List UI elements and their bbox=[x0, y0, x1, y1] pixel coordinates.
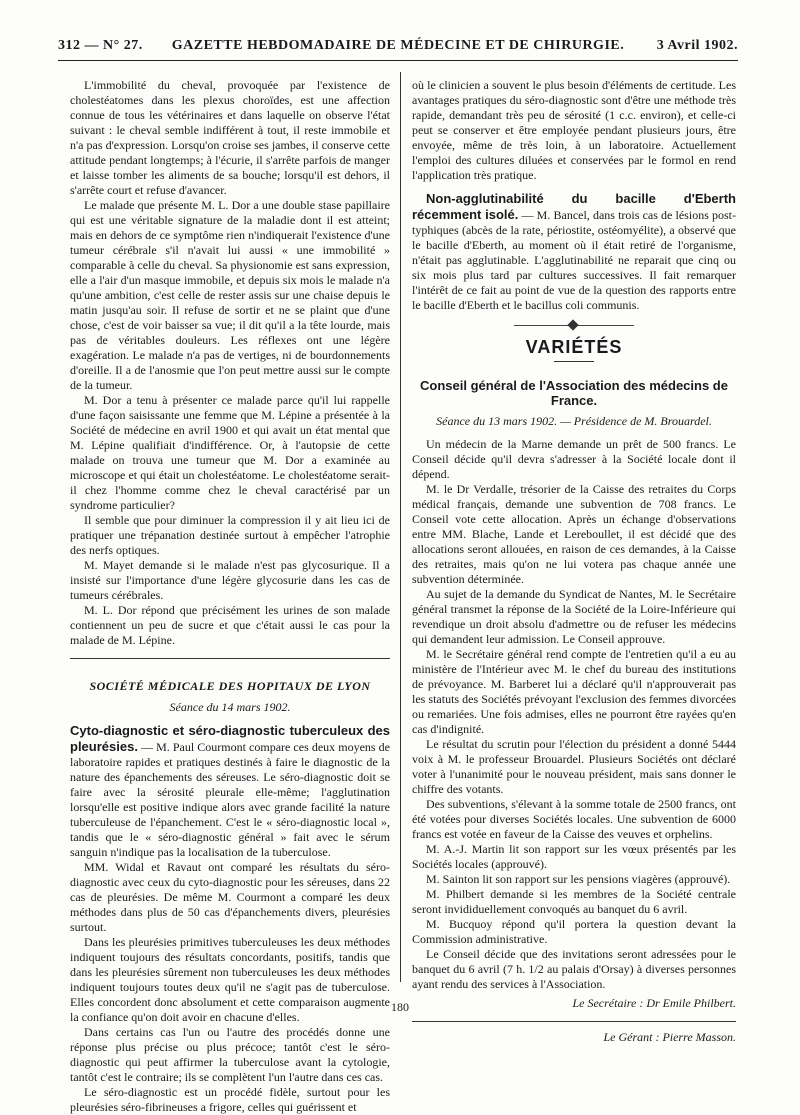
paragraph: M. Dor a tenu à présenter ce malade parce qu'il lui rappelle d'une façon saisissante une femme que M. Lépine a présentée à la Société de médecine en avril 1900 et qui avait un état mental que M. Lépine qualifiait d'indifférence. Or, à l'autopsie de cette malade on trouva une tumeur que M. Dor a examinée au microscope et qui était un cholestéatome. Le cholestéatome serait-il chez l'homme comme chez le cheval caractérisé par un syndrome particulier? bbox=[70, 393, 390, 512]
ornament-separator bbox=[514, 325, 634, 326]
secretary-signature: Le Secrétaire : Dr Emile Philbert. bbox=[572, 996, 736, 1010]
paragraph: Le séro-diagnostic est un procédé fidèle, surtout pour les pleurésies séro-fibrineuses a frigore, celles qui guérissent et bbox=[70, 1085, 390, 1114]
paragraph: M. le Dr Verdalle, trésorier de la Caisse des retraites du Corps médical français, demande une subvention de 708 francs. Le Conseil vote cette allocation. Après un échange d'observations entre MM. Blache, Lande et Lereboullet, il est décidé que des allocations seront allouées, en raison de ces demandes, à la Caisse des retraites, mais qu'on ne lui votera pas chaque année une subvention déterminée. bbox=[412, 482, 736, 586]
gerant-line: Le Gérant : Pierre Masson. bbox=[603, 1030, 736, 1044]
paragraph: Le résultat du scrutin pour l'élection du président a donné 5444 voix à M. le professeur Brouardel. Plusieurs Sociétés ont déclaré voter à l'unanimité pour le nouveau président, mais sans donner le chiffre des votants. bbox=[412, 737, 736, 796]
paragraph: MM. Widal et Ravaut ont comparé les résultats du séro-diagnostic avec ceux du cyto-diagnostic pour les séreuses, dans 22 cas de pleurésies. De même M. Courmont a comparé les deux méthodes dans plus de 50 cas d'épanchements divers, pleurésies surtout. bbox=[70, 860, 390, 934]
article-title: Conseil général de l'Association des médecins de France. bbox=[420, 378, 728, 408]
paragraph: M. Bucquoy répond qu'il portera la question devant la Commission administrative. bbox=[412, 917, 736, 946]
section-rule bbox=[70, 658, 390, 659]
paragraph: Le malade que présente M. L. Dor a une double stase papillaire qui est une véritable signature de la maladie dont il est atteint; mais en dehors de ce symptôme rien n'indiquerait l'existence d'une tumeur cérébrale s'il n'avait lui aussi « une immobilité » comparable à celle du cheval. Sa physionomie est sans expression, elle a l'air d'un masque immobile, et depuis six mois le malade n'a qu'une ambition, c'est celle de rester assis sur une chaise depuis le matin jusqu'au soir. Il refuse de sortir et ne se plaint que d'une chose, c'est de voir baisser sa vue; il dit qu'il a la tête lourde, mais pas de véritables douleurs. Les réflexes ont une légère exagération. Le malade n'a pas de vertiges, ni de bourdonnements d'oreille. Il a de l'anosmie que l'on peut mettre aussi sur le compte de la tumeur. bbox=[70, 198, 390, 392]
folio-number: 180 bbox=[391, 1000, 409, 1014]
diamond-ornament-icon bbox=[567, 319, 578, 330]
subheading: Cyto-diagnostic et séro-diagnostic tuberculeux des pleurésies. bbox=[70, 723, 390, 754]
subheading: Non-agglutinabilité du bacille d'Eberth récemment isolé. bbox=[412, 191, 736, 222]
issue-date: 3 Avril 1902. bbox=[656, 38, 738, 53]
paragraph: M. le Secrétaire général rend compte de l'entretien qu'il a eu au ministère de l'Intérieur avec M. le chef du bureau des institutions de prévoyance. M. Barberet lui a déclaré qu'il n'approuverait pas les statuts des Sociétés prévoyant l'exclusion des femmes divorcées ou remariées. Une fois admises, elles ne pourront être rayées qu'en cas d'indignité. bbox=[412, 647, 736, 736]
section-title: VARIÉTÉS bbox=[525, 337, 623, 357]
paragraph: M. L. Dor répond que précisément les urines de son malade contiennent un peu de sucre et que c'était aussi le cas pour la malade de M. Lépine. bbox=[70, 603, 390, 647]
journal-title: GAZETTE HEBDOMADAIRE DE MÉDECINE ET DE CHIRURGIE. bbox=[171, 38, 625, 53]
right-column bbox=[412, 78, 736, 1045]
paragraph: Au sujet de la demande du Syndicat de Nantes, M. le Secrétaire général transmet la réponse de la Société de la Loire-Inférieure qui revendique un droit absolu d'admettre ou de refuser les médecins qui demandent leur admission. Le Conseil approuve. bbox=[412, 587, 736, 646]
paragraph: Le Conseil décide que des invitations seront adressées pour le banquet du 6 avril (7 h. 1/2 au palais d'Orsay) à diverses personnes ayant rendu des services à l'Association. bbox=[412, 947, 736, 991]
paragraph: où le clinicien a souvent le plus besoin d'éléments de certitude. Les avantages pratiques du séro-diagnostic sont d'être une méthode très rapide, demandant très peu de sérosité (1 c.c. environ), et celle-ci peut se conserver et être employée pendant plusieurs jours, être envoyée, même de très loin, à un laboratoire. Actuellement l'emploi des cultures diluées et conservées par le formol en rend l'application très pratique. bbox=[412, 78, 736, 182]
column-divider bbox=[400, 72, 401, 982]
left-column bbox=[70, 78, 390, 1115]
title-rule bbox=[554, 361, 594, 362]
page-number: 312 — N° 27. bbox=[58, 38, 143, 53]
paragraph: Dans les pleurésies primitives tuberculeuses les deux méthodes indiquent toujours des résultats concordants, positifs, tandis que dans les pleurésies sûrement non tuberculeuses les deux méthodes indiquent toujours toutes deux qu'il ne s'agit pas de tuberculose. Elles concordent donc absolument et cette comparaison augmente la confiance qu'on doit avoir en chacune d'elles. bbox=[70, 935, 390, 1024]
paragraph: Il semble que pour diminuer la compression il y ait lieu ici de pratiquer une trépanation destinée surtout à empêcher l'atrophie des nerfs optiques. bbox=[70, 513, 390, 557]
paragraph: Dans certains cas l'un ou l'autre des procédés donne une réponse plus précise ou plus précoce; tantôt c'est le séro-diagnostic qui peut affirmer la tuberculose avant la cytologie, tantôt c'est le contraire; ils se complètent l'un l'autre dans ces cas. bbox=[70, 1025, 390, 1084]
paragraph: — M. Paul Courmont compare ces deux moyens de laboratoire rapides et pratiques destinés à faire le diagnostic de la nature des épanchements des séreuses. Le séro-diagnostic doit se faire avec la sérosité pleurale elle-même; l'agglutination lorsqu'elle est positive indique alors avec grande facilité la nature tuberculeuse de l'épanchement. C'est le « séro-diagnostic local », tandis que le « séro-diagnostic général » fait avec le sérum sanguin n'indique pas la localisation de la tuberculose. bbox=[70, 740, 390, 859]
paragraph: Un médecin de la Marne demande un prêt de 500 francs. Le Conseil décide qu'il devra s'adresser à la Société locale dont il dépend. bbox=[412, 437, 736, 481]
seance-line: Séance du 13 mars 1902. — Présidence de M. Brouardel. bbox=[436, 414, 712, 428]
running-header bbox=[58, 38, 738, 61]
seance-date: Séance du 14 mars 1902. bbox=[169, 700, 291, 714]
society-heading: SOCIÉTÉ MÉDICALE DES HOPITAUX DE LYON bbox=[89, 679, 371, 693]
paragraph: M. Sainton lit son rapport sur les pensions viagères (approuvé). bbox=[426, 872, 731, 886]
closing-rule bbox=[412, 1021, 736, 1022]
paragraph: M. Philbert demande si les membres de la Société centrale seront invididuellement convoqués au banquet du 6 avril. bbox=[412, 887, 736, 916]
paragraph: M. Mayet demande si le malade n'est pas glycosurique. Il a insisté sur l'importance d'une légère glycosurie dans les cas de tumeurs cérébrales. bbox=[70, 558, 390, 602]
paragraph: — M. Bancel, dans trois cas de lésions post-typhiques (abcès de la rate, périostite, ostéomyélite), a observé que le bacille d'Eberth, au moment où il était retiré de l'organisme, n'était pas agglutinable. L'agglutinabilité ne reparait que cinq ou six mois plus tard par cultures successives. Il fait remarquer l'intérêt de ce fait au point de vue de la question des rapports entre le bacille d'Eberth et le bacillus coli communis. bbox=[412, 208, 737, 312]
paragraph: M. A.-J. Martin lit son rapport sur les vœux présentés par les Sociétés locales (approuvé). bbox=[412, 842, 736, 871]
paragraph: Des subventions, s'élevant à la somme totale de 2500 francs, ont été votées pour diverses Sociétés locales. Une subvention de 6000 francs est votée en faveur de la Caisse des veuves et orphelins. bbox=[412, 797, 736, 841]
paragraph: L'immobilité du cheval, provoquée par l'existence de cholestéatomes dans les plexus choroïdes, est une affection connue de tous les vétérinaires et dans laquelle on observe l'état suivant : le cheval semble indifférent à tout, il reste immobile et n'a pas d'expression. Lorsqu'on croise ses jambes, il conserve cette attitude pendant longtemps; à l'écurie, il s'arrête parfois de manger et laisse tomber les aliments de sa bouche; lorsqu'il est dehors, il s'arrête court et refuse d'avancer. bbox=[70, 78, 390, 197]
